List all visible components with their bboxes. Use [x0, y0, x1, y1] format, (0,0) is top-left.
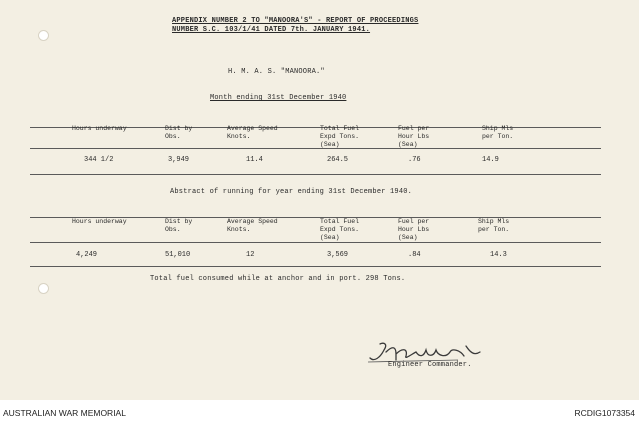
year-distance: 51,010 — [165, 251, 191, 259]
col-header-avg-speed: Average Speed Knots. — [227, 125, 278, 140]
col-header-fuel-per-hour: Fuel per Hour Lbs (Sea) — [398, 218, 430, 241]
col-header-ship-miles: Ship Mls per Ton. — [482, 125, 514, 140]
month-title: Month ending 31st December 1940 — [210, 94, 347, 102]
col-header-total-fuel: Total Fuel Expd Tons. (Sea) — [320, 218, 360, 241]
anchor-fuel-note: Total fuel consumed while at anchor and in port. 298 Tons. — [150, 275, 406, 283]
col-header-fuel-per-hour: Fuel per Hour Lbs (Sea) — [398, 125, 430, 148]
punch-hole — [38, 30, 49, 41]
table-rule — [30, 242, 601, 243]
year-total-fuel: 3,569 — [327, 251, 349, 259]
table-rule — [30, 148, 601, 149]
col-header-hours: Hours underway — [72, 125, 127, 132]
year-hours: 4,249 — [76, 251, 98, 259]
col-header-hours: Hours underway — [72, 218, 127, 225]
month-total-fuel: 264.5 — [327, 156, 349, 164]
col-header-ship-miles: Ship Mls per Ton. — [478, 218, 510, 233]
month-fuel-per-hour: .76 — [408, 156, 421, 164]
punch-hole — [38, 283, 49, 294]
col-header-avg-speed: Average Speed Knots. — [227, 218, 278, 233]
month-hours: 344 1/2 — [84, 156, 114, 164]
appendix-heading-line2: NUMBER S.C. 103/1/41 DATED 7th. JANUARY 1941. — [172, 26, 371, 34]
table-rule — [30, 266, 601, 267]
ship-name: H. M. A. S. "MANOORA." — [228, 68, 325, 76]
archive-footer — [0, 400, 639, 421]
month-ship-miles: 14.9 — [482, 156, 499, 164]
col-header-total-fuel: Total Fuel Expd Tons. (Sea) — [320, 125, 360, 148]
col-header-distance: Dist by Obs. — [165, 218, 193, 233]
signer-title: Engineer Commander. — [388, 361, 472, 369]
year-ship-miles: 14.3 — [490, 251, 507, 259]
month-distance: 3,949 — [168, 156, 190, 164]
col-header-distance: Dist by Obs. — [165, 125, 193, 140]
record-id: RCDIG1073354 — [574, 408, 635, 418]
month-avg-speed: 11.4 — [246, 156, 263, 164]
table-rule — [30, 174, 601, 175]
year-title: Abstract of running for year ending 31st December 1940. — [170, 188, 413, 196]
year-avg-speed: 12 — [246, 251, 255, 259]
year-fuel-per-hour: .84 — [408, 251, 421, 259]
appendix-heading-line1: APPENDIX NUMBER 2 TO "MANOORA'S" - REPORT OF PROCEEDINGS — [172, 17, 419, 25]
archive-name: AUSTRALIAN WAR MEMORIAL — [3, 408, 126, 418]
